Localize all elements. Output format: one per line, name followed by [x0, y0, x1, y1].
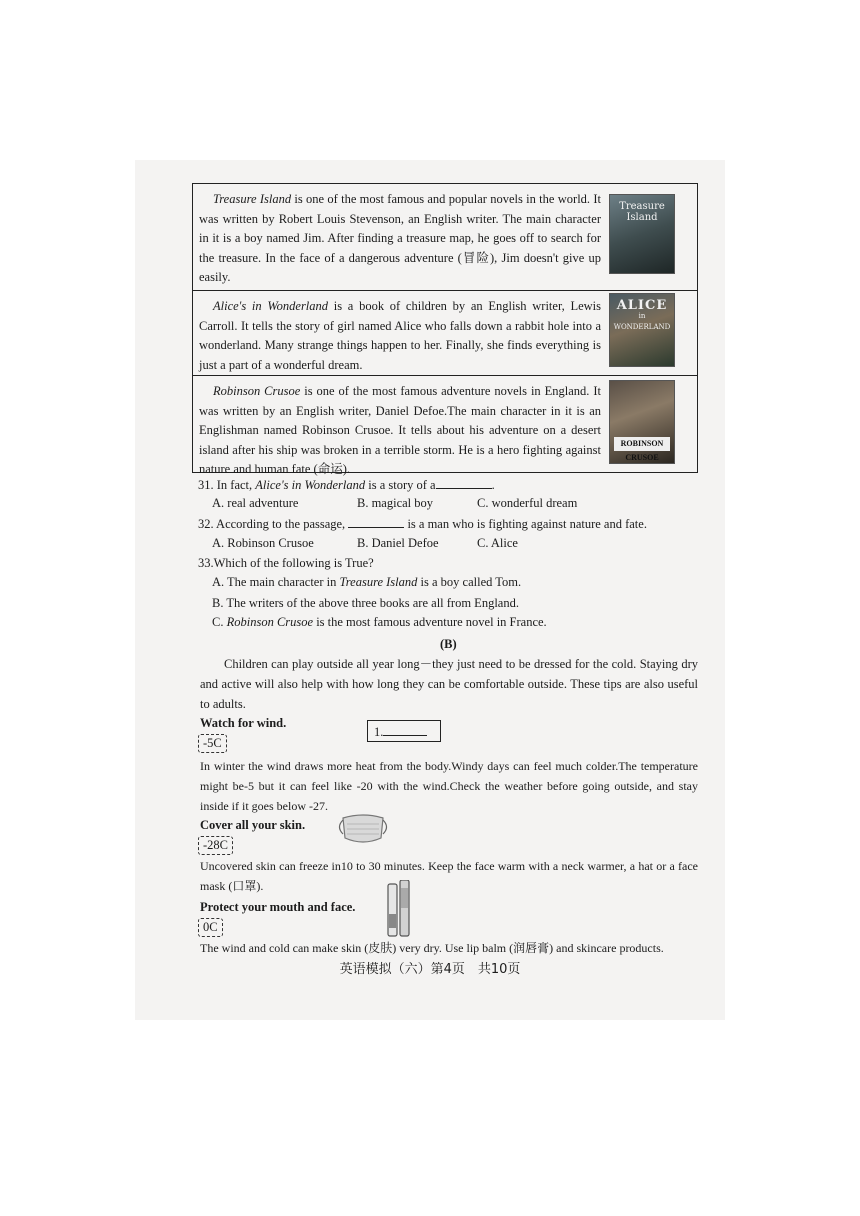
- book-description: [199, 190, 601, 288]
- cover-title: ROBINSON CRUSOE: [614, 437, 670, 451]
- option-text: is the most famous adventure novel in France.: [313, 615, 547, 629]
- option-c[interactable]: C. wonderful dream: [477, 496, 578, 510]
- option-text: A. The main character in: [212, 575, 340, 589]
- question-stem: is a man who is fighting against nature and fate.: [404, 517, 647, 531]
- question-31: [198, 477, 495, 493]
- temperature-label: -28C: [198, 836, 233, 855]
- book-title: Treasure Island: [339, 575, 418, 589]
- option-text: C.: [212, 615, 227, 629]
- question-32: [198, 516, 647, 532]
- page-footer: 英语模拟（六）第4页 共10页: [339, 962, 521, 977]
- question-stem: 31. In fact,: [198, 478, 256, 492]
- answer-blank[interactable]: [436, 477, 492, 489]
- book-row-treasure-island: [193, 184, 697, 291]
- option-c[interactable]: [212, 615, 547, 630]
- option-b[interactable]: B. magical boy: [357, 496, 434, 510]
- section-heading: Watch for wind.: [200, 716, 287, 730]
- question-stem: .: [491, 478, 495, 492]
- cover-subtitle: in WONDERLAND: [613, 312, 671, 331]
- question-33: 33.Which of the following is True?: [198, 556, 374, 570]
- book-title: Alice's in Wonderland: [255, 478, 366, 492]
- answer-blank[interactable]: [348, 516, 404, 528]
- treasure-island-cover-image: [609, 194, 675, 274]
- book-text: is one of the most famous adventure novels in England. It was written by an English writer, Daniel Defoe.The main character in it is an Englishman named Robinson Crusoe. It tells about his adventure on a desert island after his ship was broken in a terrible storm. He is a hero fighting against nature and human fate (命运).: [199, 384, 601, 476]
- option-a[interactable]: [212, 575, 521, 590]
- temperature-label: -5C: [198, 734, 227, 753]
- answer-number: 1.: [374, 725, 384, 739]
- lip-balm-icon: [386, 880, 412, 938]
- robinson-cover-image: [609, 380, 675, 464]
- section-heading: Protect your mouth and face.: [200, 900, 356, 914]
- section-label: (B): [440, 637, 457, 651]
- book-title: Robinson Crusoe: [226, 615, 314, 629]
- question-stem: 32. According to the passage,: [198, 517, 349, 531]
- option-text: is a boy called Tom.: [417, 575, 522, 589]
- option-text: B. The writers of the above three books are all from England.: [212, 596, 519, 610]
- book-table: [192, 183, 698, 476]
- book-title: Robinson Crusoe: [213, 384, 301, 398]
- passage-b-intro: [200, 654, 698, 714]
- temperature-label: 0C: [198, 918, 223, 937]
- book-title: Treasure Island: [213, 192, 292, 206]
- option-b[interactable]: [212, 596, 519, 611]
- section-text: Uncovered skin can freeze in10 to 30 minutes. Keep the face warm with a neck warmer, a hat or a face mask (口罩).: [200, 859, 698, 893]
- section-text: The wind and cold can make skin (皮肤) very dry. Use lip balm (润唇膏) and skincare products.: [200, 941, 664, 955]
- alice-cover-image: [609, 293, 675, 367]
- section-heading: Cover all your skin.: [200, 818, 306, 832]
- option-a[interactable]: A. Robinson Crusoe: [212, 536, 314, 550]
- book-title: Alice's in Wonderland: [213, 299, 329, 313]
- book-description: [199, 297, 601, 375]
- book-row-alice: [193, 291, 697, 376]
- intro-text: Children can play outside all year long－they just need to be dressed for the cold. Staying dry and active will also help with how long they can be comfortable outside. These tips are also useful to adults.: [200, 657, 698, 711]
- answer-box[interactable]: [367, 720, 441, 742]
- book-description: [199, 382, 601, 480]
- section-text: In winter the wind draws more heat from the body.Windy days can feel much colder.The temperature might be-5 but it can feel like -20 with the wind.Check the weather before going outside, and stay inside if it goes below -27.: [200, 759, 698, 813]
- option-b[interactable]: B. Daniel Defoe: [357, 536, 439, 550]
- answer-blank[interactable]: [383, 723, 427, 736]
- option-c[interactable]: C. Alice: [477, 536, 518, 550]
- cover-title: Treasure Island: [619, 201, 665, 223]
- question-stem: is a story of a: [365, 478, 436, 492]
- book-text: is a book of children by an English writer, Lewis Carroll. It tells the story of girl named Alice who falls down a rabbit hole into a wonderland. Many strange things happen to her. Finally, she finds everything is just a part of a wonderful dream.: [199, 299, 601, 372]
- book-text: is one of the most famous and popular novels in the world. It was written by Robert Louis Stevenson, an English writer. The main character in it is a boy named Jim. After finding a treasure map, he goes off to search for the treasure. In the face of a dangerous adventure (冒险), Jim doesn't give up easily.: [199, 192, 601, 284]
- cover-title: ALICE: [616, 298, 668, 313]
- face-mask-icon: [335, 812, 391, 846]
- option-a[interactable]: A. real adventure: [212, 496, 299, 510]
- book-row-robinson: [193, 376, 697, 476]
